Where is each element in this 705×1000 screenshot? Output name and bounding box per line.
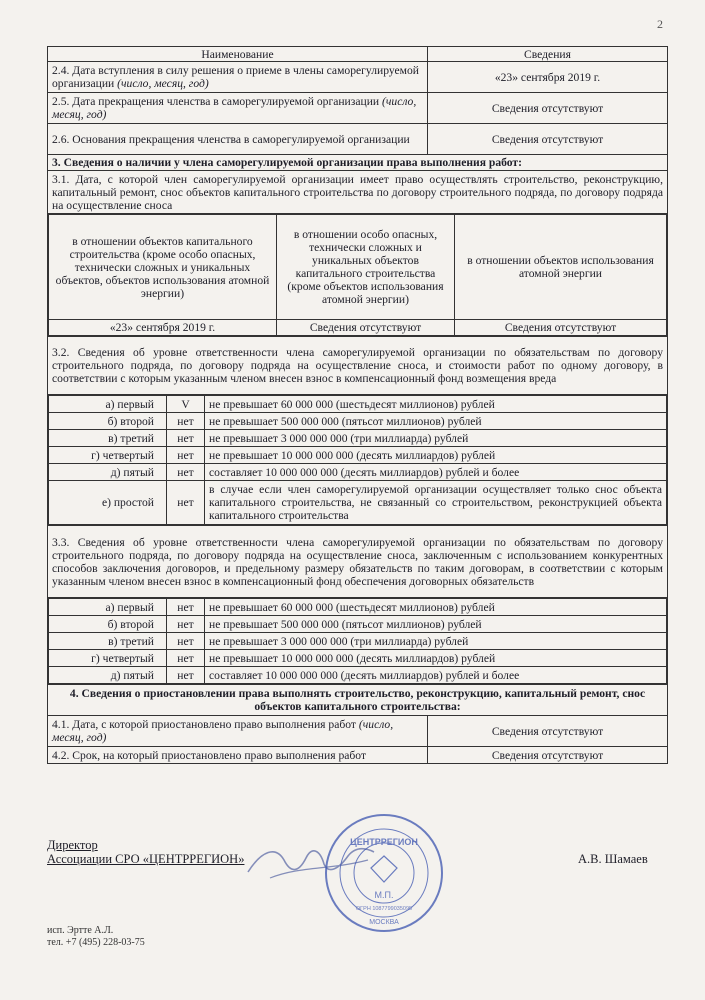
svg-text:М.П.: М.П. xyxy=(374,890,394,900)
level-mark: V xyxy=(167,396,205,413)
level-label: г) четвертый xyxy=(49,650,167,667)
level-mark: нет xyxy=(167,650,205,667)
level-label: а) первый xyxy=(49,396,167,413)
col-info-header: Сведения xyxy=(428,47,668,62)
row-label: 2.6. Основания прекращения членства в саморегулируемой организации xyxy=(48,124,428,155)
level-label: а) первый xyxy=(49,599,167,616)
level-text: не превышает 10 000 000 000 (десять миллиардов) рублей xyxy=(205,447,667,464)
row-label: 4.1. Дата, с которой приостановлено право выполнения работ (число, месяц, год) xyxy=(48,716,428,747)
level-row xyxy=(49,599,667,616)
level-mark: нет xyxy=(167,464,205,481)
level-row xyxy=(49,396,667,413)
level-mark: нет xyxy=(167,430,205,447)
executor-phone: тел. +7 (495) 228-03-75 xyxy=(47,937,145,948)
table-row xyxy=(48,124,668,155)
paragraph-3-3: 3.3. Сведения об уровне ответственности члена саморегулируемой организации по обязательствам по договору строительного подряда, по договору подряда на осуществление сноса, заключенным с использованием конкурентных способов заключения договоров, и предельному размеру обязательств по таким договорам, в соответствии с которым указанным членом внесен взнос в компенсационный фонд обеспечения договорных обязательств xyxy=(48,526,668,598)
level-label: е) простой xyxy=(49,481,167,525)
level-text: в случае если член саморегулируемой организации осуществляет только снос объекта капитального строительства, не связанный со строительством, реконструкцией объекта капитального строительства xyxy=(205,481,667,525)
level-row xyxy=(49,650,667,667)
level-row xyxy=(49,481,667,525)
section-3-title: 3. Сведения о наличии у члена саморегулируемой организации права выполнения работ: xyxy=(48,155,668,171)
level-label: б) второй xyxy=(49,616,167,633)
level-row xyxy=(49,447,667,464)
liability-levels-3-3 xyxy=(48,598,667,684)
row-value: Сведения отсутствуют xyxy=(428,124,668,155)
level-mark: нет xyxy=(167,599,205,616)
level-label: в) третий xyxy=(49,430,167,447)
level-row xyxy=(49,413,667,430)
level-text: не превышает 60 000 000 (шестьдесят миллионов) рублей xyxy=(205,599,667,616)
level-row xyxy=(49,464,667,481)
level-label: г) четвертый xyxy=(49,447,167,464)
rights-column-header: в отношении объектов капитального строительства (кроме особо опасных, технически сложных и уникальных объектов, объектов использования атомной энергии) xyxy=(49,215,277,320)
section-4-title: 4. Сведения о приостановлении права выполнять строительство, реконструкцию, капитальный ремонт, снос объектов капитального строительства: xyxy=(48,685,668,716)
signatory-name: А.В. Шамаев xyxy=(578,852,648,866)
level-mark: нет xyxy=(167,616,205,633)
level-mark: нет xyxy=(167,667,205,684)
paragraph-3-2: 3.2. Сведения об уровне ответственности члена саморегулируемой организации по обязательствам по договору строительного подряда, по договору подряда на осуществление сноса, и стоимости работ по одному договору, в соответствии с которым указанным членом внесен взнос в компенсационный фонд возмещения вреда xyxy=(48,337,668,395)
rights-column-header: в отношении особо опасных, технически сложных и уникальных объектов капитального строительства (кроме объектов использования атомной энергии) xyxy=(277,215,455,320)
rights-subtable xyxy=(48,214,667,336)
svg-text:ЦЕНТРРЕГИОН: ЦЕНТРРЕГИОН xyxy=(350,837,418,847)
level-text: составляет 10 000 000 000 (десять миллиардов) рублей и более xyxy=(205,667,667,684)
level-text: не превышает 500 000 000 (пятьсот миллионов) рублей xyxy=(205,413,667,430)
level-label: д) пятый xyxy=(49,667,167,684)
level-mark: нет xyxy=(167,481,205,525)
table-header xyxy=(48,47,668,62)
level-label: в) третий xyxy=(49,633,167,650)
row-value: Сведения отсутствуют xyxy=(428,93,668,124)
registry-extract-table xyxy=(47,46,668,764)
signatory-position: Директор xyxy=(47,838,98,852)
table-row xyxy=(48,62,668,93)
row-label: 2.4. Дата вступления в силу решения о приеме в члены саморегулируемой организации (число, месяц, год) xyxy=(48,62,428,93)
signatory-organization: Ассоциации СРО «ЦЕНТРРЕГИОН» xyxy=(47,852,245,866)
row-value: «23» сентября 2019 г. xyxy=(428,62,668,93)
paragraph-3-1: 3.1. Дата, с которой член саморегулируемой организации имеет право осуществлять строительство, реконструкцию, капитальный ремонт, снос объектов капитального строительства по договору строительного подряда, по договору подряда на осуществление сноса xyxy=(48,171,668,214)
level-mark: нет xyxy=(167,633,205,650)
rights-column-header: в отношении объектов использования атомной энергии xyxy=(455,215,667,320)
level-row xyxy=(49,667,667,684)
row-value: Сведения отсутствуют xyxy=(428,747,668,764)
rights-value: Сведения отсутствуют xyxy=(455,320,667,336)
level-text: не превышает 60 000 000 (шестьдесят миллионов) рублей xyxy=(205,396,667,413)
row-label: 4.2. Срок, на который приостановлено право выполнения работ xyxy=(48,747,428,764)
liability-levels-3-2 xyxy=(48,395,667,525)
level-text: составляет 10 000 000 000 (десять миллиардов) рублей и более xyxy=(205,464,667,481)
rights-value: «23» сентября 2019 г. xyxy=(49,320,277,336)
row-value: Сведения отсутствуют xyxy=(428,716,668,747)
table-row xyxy=(48,716,668,747)
table-row xyxy=(48,747,668,764)
svg-text:ОГРН 1087799035095: ОГРН 1087799035095 xyxy=(355,906,413,912)
level-mark: нет xyxy=(167,413,205,430)
level-label: д) пятый xyxy=(49,464,167,481)
level-text: не превышает 3 000 000 000 (три миллиарда) рублей xyxy=(205,430,667,447)
level-label: б) второй xyxy=(49,413,167,430)
level-text: не превышает 10 000 000 000 (десять миллиардов) рублей xyxy=(205,650,667,667)
row-label: 2.5. Дата прекращения членства в саморегулируемой организации (число, месяц, год) xyxy=(48,93,428,124)
level-mark: нет xyxy=(167,447,205,464)
level-row xyxy=(49,430,667,447)
svg-text:МОСКВА: МОСКВА xyxy=(369,919,399,926)
rights-value: Сведения отсутствуют xyxy=(277,320,455,336)
level-text: не превышает 500 000 000 (пятьсот миллионов) рублей xyxy=(205,616,667,633)
level-row xyxy=(49,616,667,633)
table-row xyxy=(48,93,668,124)
level-row xyxy=(49,633,667,650)
executor-name: исп. Эртте А.Л. xyxy=(47,925,114,936)
page-number: 2 xyxy=(657,17,663,31)
level-text: не превышает 3 000 000 000 (три миллиарда) рублей xyxy=(205,633,667,650)
col-name-header: Наименование xyxy=(48,47,428,62)
organization-seal xyxy=(323,812,445,934)
